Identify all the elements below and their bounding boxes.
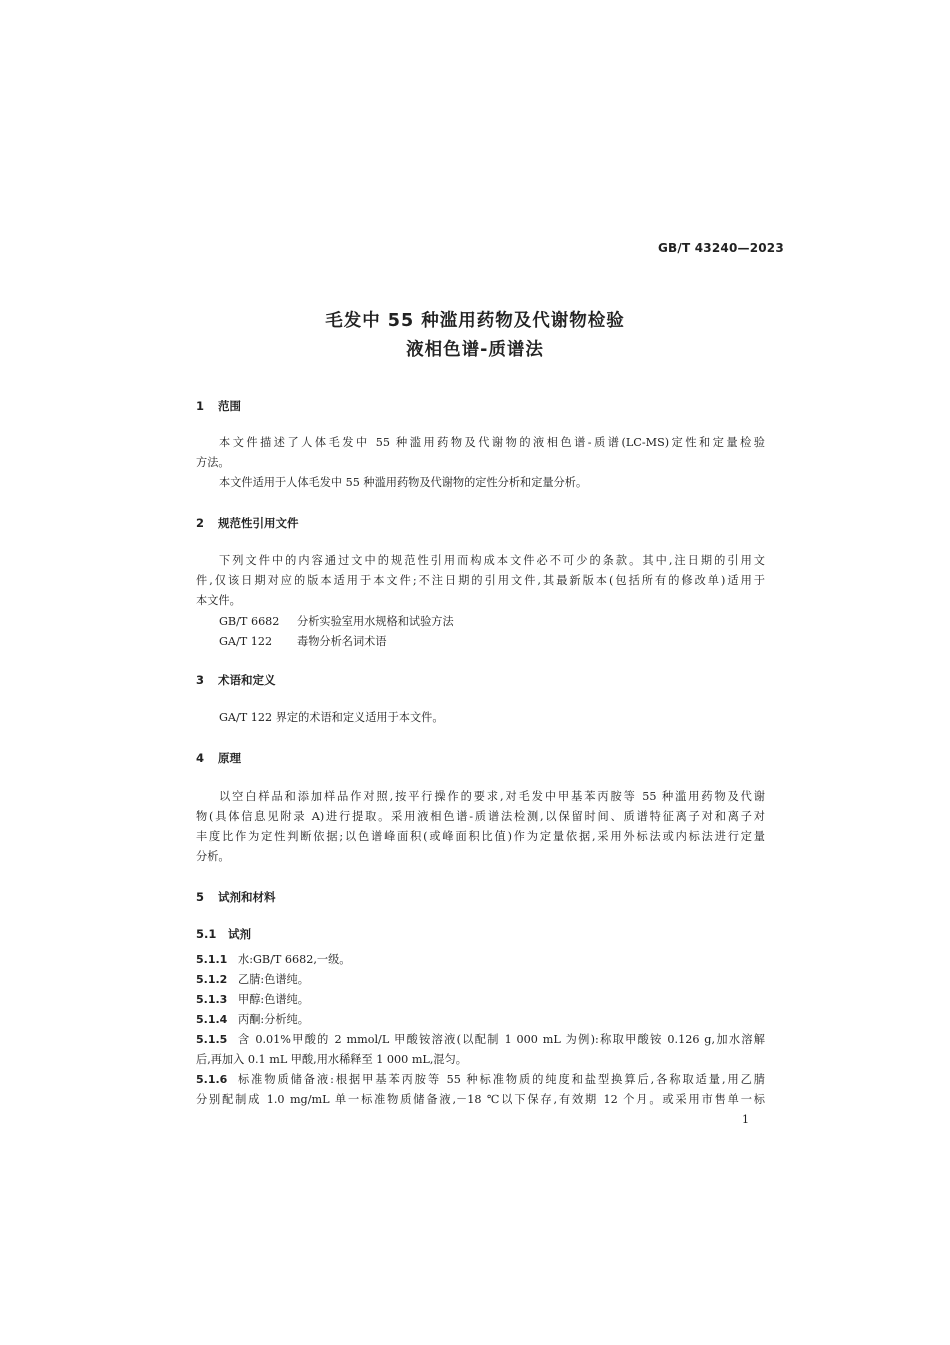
subsection-title: 试剂 xyxy=(228,927,251,941)
section-title: 规范性引用文件 xyxy=(218,516,299,530)
document-title-line1: 毛发中 55 种滥用药物及代谢物检验 xyxy=(325,311,625,331)
paragraph-line: 丰度比作为定性判断依据;以色谱峰面积(或峰面积比值)作为定量依据,采用外标法或内标法进行定量 xyxy=(196,830,765,843)
subsection-number: 5.1 xyxy=(196,927,217,941)
section-heading-principle xyxy=(196,750,241,766)
section-title: 试剂和材料 xyxy=(218,890,276,904)
section-heading-scope xyxy=(196,398,241,414)
subsection-heading-reagents xyxy=(196,926,251,942)
document-title-line2: 液相色谱-质谱法 xyxy=(406,340,544,360)
section-heading-reagents-materials xyxy=(196,889,276,905)
section-number: 5 xyxy=(196,890,205,904)
reference-code: GB/T 6682 xyxy=(219,615,280,628)
clause-text-continued: 分别配制成 1.0 mg/mL 单一标准物质储备液,－18 ℃以下保存,有效期 12 个月。或采用市售单一标 xyxy=(196,1093,765,1106)
clause-text: 标准物质储备液:根据甲基苯丙胺等 55 种标准物质的纯度和盐型换算后,各称取适量,用乙腈 xyxy=(238,1073,765,1086)
section-title: 范围 xyxy=(218,399,241,413)
clause-number: 5.1.6 xyxy=(196,1073,228,1086)
clause-item xyxy=(196,973,309,987)
reference-code: GA/T 122 xyxy=(219,635,273,648)
paragraph-line: GA/T 122 界定的术语和定义适用于本文件。 xyxy=(219,711,444,724)
normative-reference xyxy=(219,633,387,649)
reference-title: 毒物分析名词术语 xyxy=(297,635,387,648)
normative-reference xyxy=(219,613,454,629)
clause-number: 5.1.3 xyxy=(196,993,228,1006)
paragraph-line: 本文件描述了人体毛发中 55 种滥用药物及代谢物的液相色谱-质谱(LC-MS)定性和定量检验 xyxy=(219,436,765,449)
section-heading-normative-references xyxy=(196,515,299,531)
paragraph-line: 下列文件中的内容通过文中的规范性引用而构成本文件必不可少的条款。其中,注日期的引用文 xyxy=(219,554,765,567)
clause-number: 5.1.2 xyxy=(196,973,228,986)
section-number: 4 xyxy=(196,751,205,765)
clause-text: 甲醇:色谱纯。 xyxy=(238,993,309,1006)
clause-item xyxy=(196,953,351,967)
clause-number: 5.1.1 xyxy=(196,953,228,966)
reference-title: 分析实验室用水规格和试验方法 xyxy=(297,615,454,628)
clause-text: 乙腈:色谱纯。 xyxy=(238,973,309,986)
clause-number: 5.1.5 xyxy=(196,1033,228,1046)
paragraph-line: 物(具体信息见附录 A)进行提取。采用液相色谱-质谱法检测,以保留时间、质谱特征离子对和离子对 xyxy=(196,810,765,823)
paragraph-line: 以空白样品和添加样品作对照,按平行操作的要求,对毛发中甲基苯丙胺等 55 种滥用药物及代谢 xyxy=(219,790,765,803)
section-title: 原理 xyxy=(218,751,241,765)
clause-item xyxy=(196,1033,765,1047)
standard-code: GB/T 43240—2023 xyxy=(658,241,784,255)
clause-item xyxy=(196,1073,765,1087)
section-heading-terms xyxy=(196,672,276,688)
clause-text-continued: 后,再加入 0.1 mL 甲酸,用水稀释至 1 000 mL,混匀。 xyxy=(196,1053,467,1066)
section-number: 3 xyxy=(196,673,205,687)
clause-item xyxy=(196,993,309,1007)
paragraph-line: 分析。 xyxy=(196,850,230,863)
paragraph-line: 本文件适用于人体毛发中 55 种滥用药物及代谢物的定性分析和定量分析。 xyxy=(219,476,588,489)
section-number: 1 xyxy=(196,399,205,413)
section-title: 术语和定义 xyxy=(218,673,276,687)
clause-text: 丙酮:分析纯。 xyxy=(238,1013,309,1026)
paragraph-line: 本文件。 xyxy=(196,594,241,607)
clause-text: 含 0.01%甲酸的 2 mmol/L 甲酸铵溶液(以配制 1 000 mL 为例):称取甲酸铵 0.126 g,加水溶解 xyxy=(238,1033,765,1046)
page-number: 1 xyxy=(742,1113,749,1126)
paragraph-line: 方法。 xyxy=(196,456,230,469)
clause-item xyxy=(196,1013,309,1027)
paragraph-line: 件,仅该日期对应的版本适用于本文件;不注日期的引用文件,其最新版本(包括所有的修改单)适用于 xyxy=(196,574,765,587)
section-number: 2 xyxy=(196,516,205,530)
clause-number: 5.1.4 xyxy=(196,1013,228,1026)
clause-text: 水:GB/T 6682,一级。 xyxy=(238,953,351,966)
